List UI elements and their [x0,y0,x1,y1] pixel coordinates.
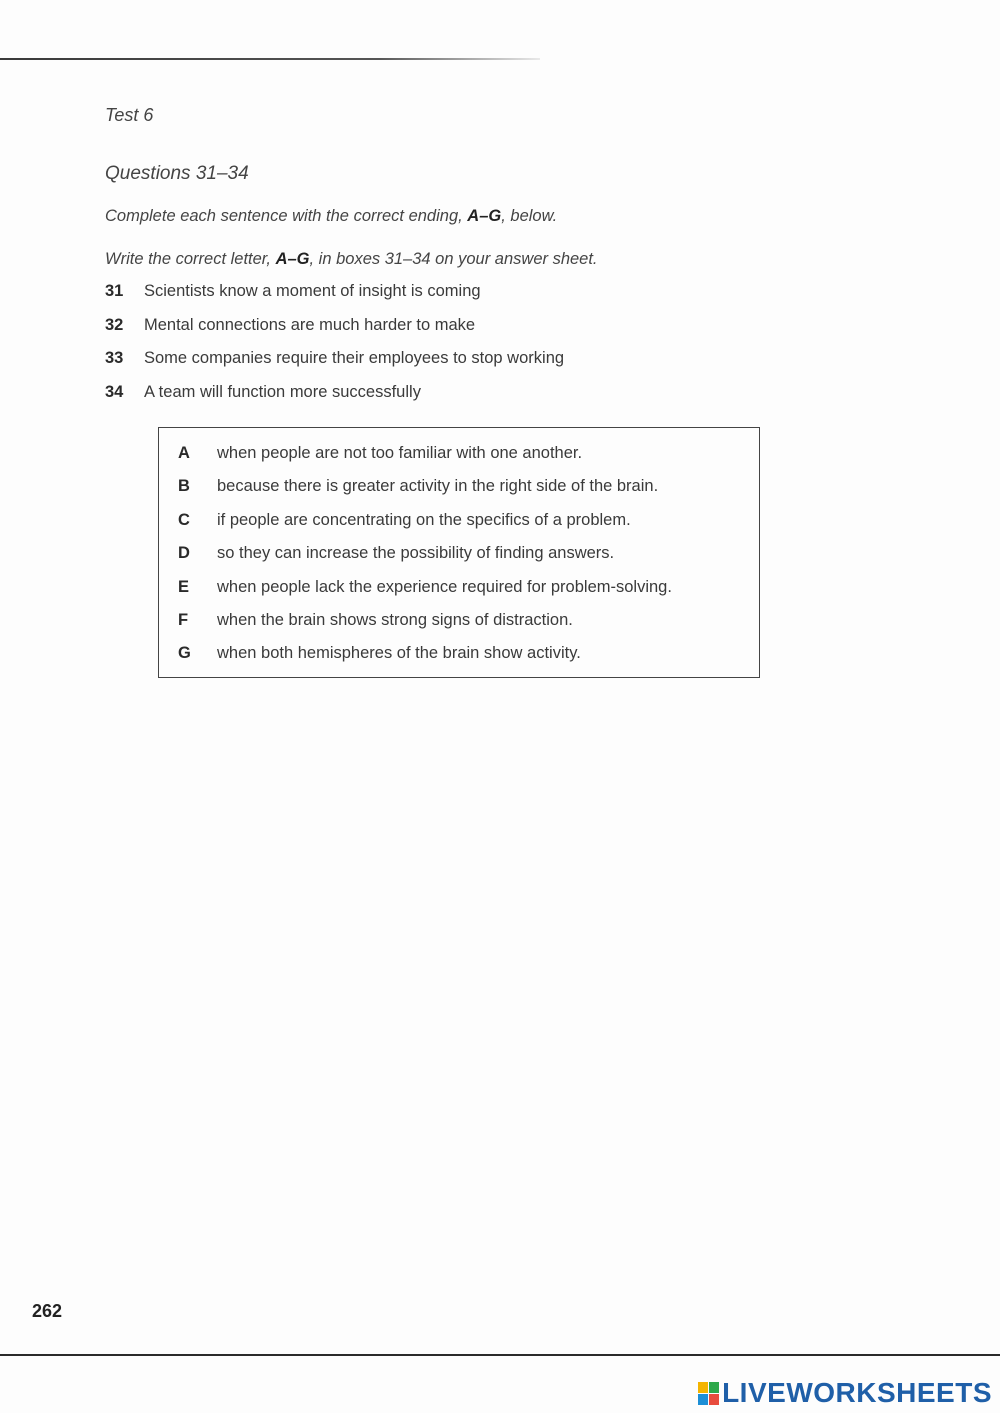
ending-letter: G [178,644,191,663]
question-number: 33 [105,349,124,367]
ending-letter: A [178,444,190,462]
instruction-range: A–G [275,250,310,268]
endings-list [178,444,672,678]
instruction-write-letter [105,250,598,269]
instruction-text: , in boxes 31–34 on your answer sheet. [309,250,598,268]
ending-text: when the brain shows strong signs of distraction. [217,610,573,629]
liveworksheets-watermark [698,1378,992,1408]
bottom-rule [0,1354,1000,1356]
question-33 [105,349,564,383]
page-number: 262 [32,1301,63,1321]
ending-c [178,511,672,544]
ending-f [178,611,672,644]
ending-text: when both hemispheres of the brain show activity. [217,644,581,663]
ending-letter: D [178,544,190,563]
liveworksheets-logo-icon [698,1382,719,1405]
question-31 [105,282,564,316]
questions-heading: Questions 31–34 [105,163,249,184]
ending-d [178,544,672,577]
top-rule [0,58,540,60]
watermark-text: LIVEWORKSHEETS [722,1377,992,1408]
instruction-text: Write the correct letter, [105,250,276,268]
ending-g [178,644,672,677]
test-label: Test 6 [105,105,154,125]
ending-letter: C [178,510,190,529]
ending-b [178,477,672,510]
question-number: 32 [105,315,124,334]
question-text: Some companies require their employees to stop working [144,349,565,367]
instruction-complete-sentence [105,207,557,226]
ending-text: because there is greater activity in the right side of the brain. [217,477,659,496]
ending-a [178,444,672,477]
question-number: 34 [105,382,124,401]
ending-text: when people lack the experience required for problem-solving. [217,577,672,596]
ending-text: when people are not too familiar with one another. [217,444,583,462]
ending-text: so they can increase the possibility of finding answers. [217,544,615,563]
endings-box [158,427,760,678]
ending-letter: E [178,577,190,596]
ending-text: if people are concentrating on the specifics of a problem. [217,510,631,529]
question-text: Scientists know a moment of insight is coming [144,282,481,300]
ending-letter: F [178,610,189,629]
instruction-range: A–G [467,207,502,225]
ending-e [178,578,672,611]
instruction-text: , below. [501,207,558,225]
question-text: Mental connections are much harder to make [144,315,476,334]
question-34 [105,383,564,417]
question-text: A team will function more successfully [144,382,421,401]
question-list [105,282,564,416]
instruction-text: Complete each sentence with the correct ending, [105,207,468,225]
question-32 [105,316,564,350]
ending-letter: B [178,477,190,496]
question-number: 31 [105,282,124,300]
